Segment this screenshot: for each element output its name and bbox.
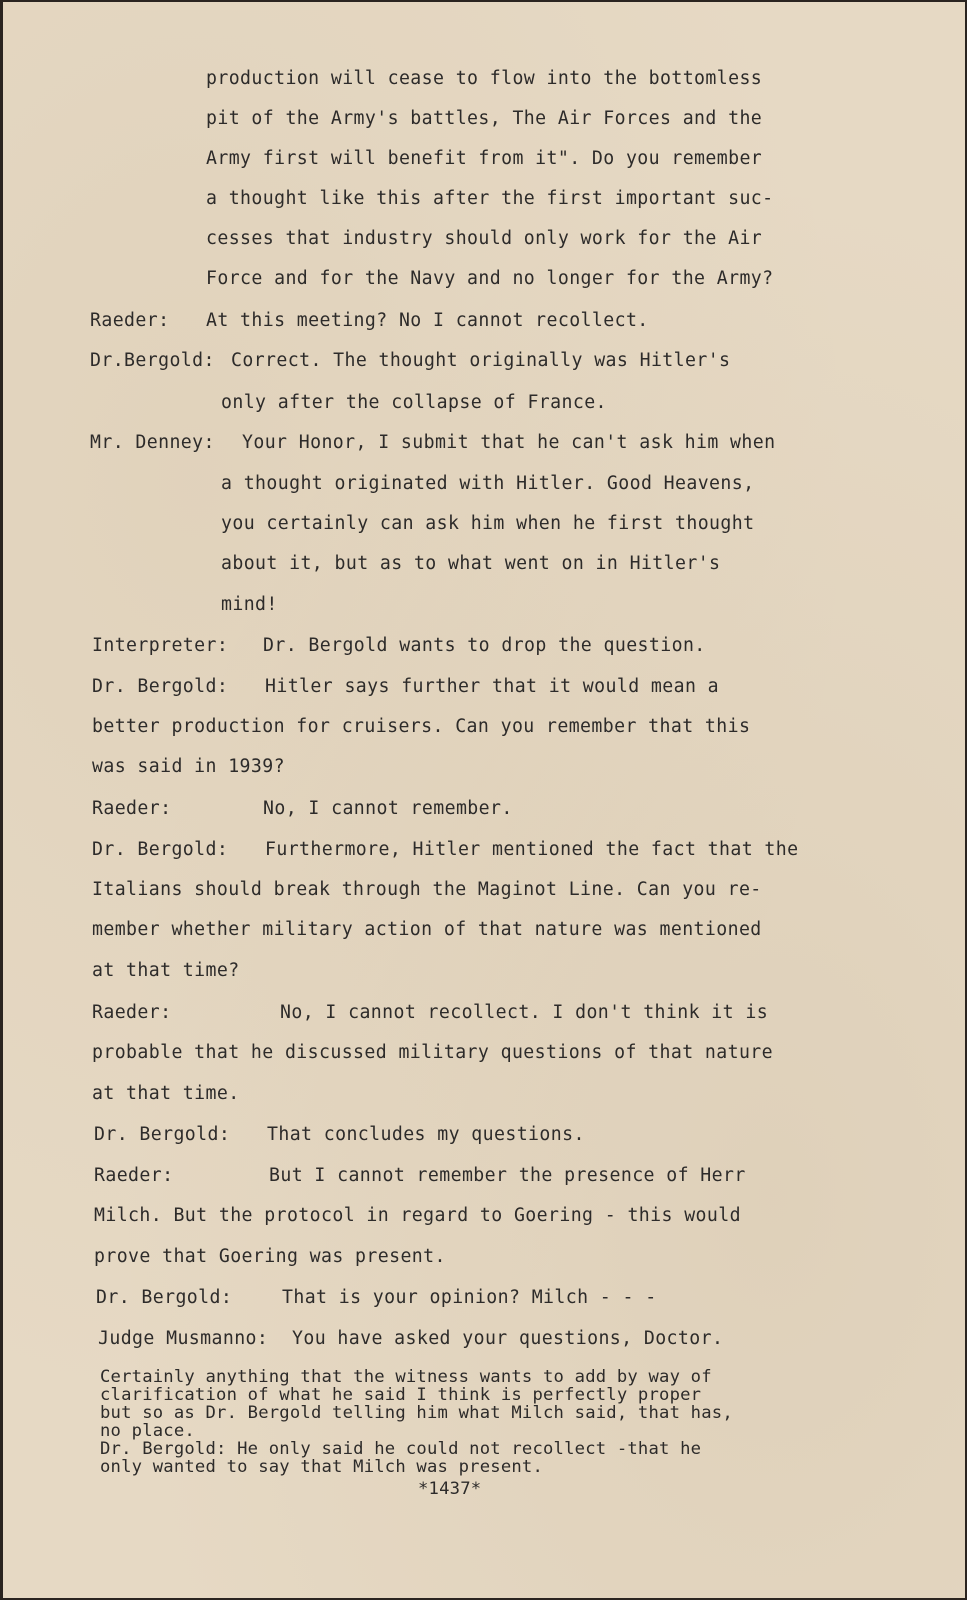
text-line: Milch. But the protocol in regard to Goering - this would — [94, 1205, 741, 1226]
text-line: production will cease to flow into the bottomless — [206, 68, 763, 89]
text-line: That concludes my questions. — [267, 1124, 585, 1145]
text-line: at that time? — [92, 960, 240, 981]
speaker-label: Dr. Bergold: — [94, 1124, 231, 1145]
text-line: No, I cannot remember. — [263, 798, 513, 819]
speaker-label: Judge Musmanno: — [98, 1328, 269, 1349]
text-line: better production for cruisers. Can you remember that this — [92, 716, 751, 737]
text-line: No, I cannot recollect. I don't think it is — [280, 1002, 769, 1023]
speaker-label: Dr. Bergold: — [92, 676, 229, 697]
text-line: mind! — [221, 594, 278, 615]
text-line: Italians should break through the Maginot Line. Can you re- — [92, 879, 762, 900]
speaker-label: Dr.Bergold: — [90, 350, 215, 371]
closing-paragraph — [100, 1368, 860, 1476]
text-line: was said in 1939? — [92, 756, 285, 777]
text-line: Dr. Bergold wants to drop the question. — [263, 635, 706, 656]
text-line: a thought originated with Hitler. Good Heavens, — [221, 473, 755, 494]
text-line: you certainly can ask him when he first thought — [221, 513, 755, 534]
text-line: At this meeting? No I cannot recollect. — [206, 310, 649, 331]
text-line: only wanted to say that Milch was present. — [100, 1457, 544, 1477]
text-line: probable that he discussed military questions of that nature — [92, 1042, 773, 1063]
speaker-label: Interpreter: — [92, 635, 229, 656]
text-line: cesses that industry should only work for the Air — [206, 228, 763, 249]
speaker-label: Dr. Bergold: — [96, 1287, 233, 1308]
text-line: Hitler says further that it would mean a — [265, 676, 719, 697]
text-line: at that time. — [92, 1083, 240, 1104]
text-line: clarification of what he said I think is perfectly proper — [100, 1385, 702, 1405]
speaker-label: Mr. Denney: — [90, 432, 215, 453]
text-line: But I cannot remember the presence of Herr — [269, 1165, 746, 1186]
text-line: prove that Goering was present. — [94, 1246, 446, 1267]
transcript-page — [3, 2, 965, 1598]
speaker-label: Raeder: — [92, 1002, 172, 1023]
text-line: That is your opinion? Milch - - - — [282, 1287, 657, 1308]
text-line: member whether military action of that nature was mentioned — [92, 919, 762, 940]
text-line: pit of the Army's battles, The Air Forces and the — [206, 108, 763, 129]
speaker-label: Raeder: — [94, 1165, 174, 1186]
text-line: but so as Dr. Bergold telling him what Milch said, that has, — [100, 1403, 733, 1423]
text-line: Furthermore, Hitler mentioned the fact that the — [265, 839, 799, 860]
text-line: Force and for the Navy and no longer for the Army? — [206, 268, 774, 289]
speaker-label: Raeder: — [92, 798, 172, 819]
text-line: Correct. The thought originally was Hitler's — [231, 350, 731, 371]
page-number: *1437* — [418, 1479, 482, 1499]
speaker-label: Dr. Bergold: — [92, 839, 229, 860]
text-line: You have asked your questions, Doctor. — [292, 1328, 724, 1349]
text-line: no place. — [100, 1421, 195, 1441]
text-line: only after the collapse of France. — [221, 392, 607, 413]
text-line: about it, but as to what went on in Hitler's — [221, 553, 721, 574]
text-line: Army first will benefit from it". Do you remember — [206, 148, 763, 169]
text-line: a thought like this after the first important suc- — [206, 188, 774, 209]
text-line: Dr. Bergold: He only said he could not recollect -that he — [100, 1439, 702, 1459]
text-line: Certainly anything that the witness wants to add by way of — [100, 1367, 712, 1387]
speaker-label: Raeder: — [90, 310, 170, 331]
text-line: Your Honor, I submit that he can't ask him when — [242, 432, 776, 453]
